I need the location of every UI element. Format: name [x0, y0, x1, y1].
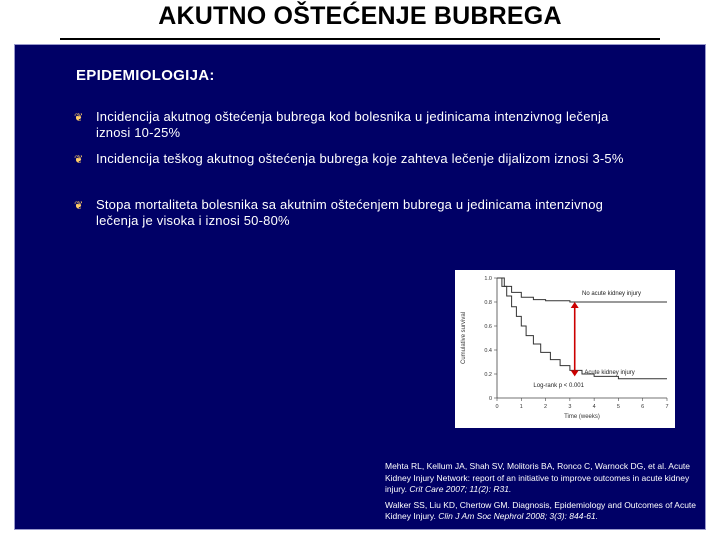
- scroll-bullet-icon: ❦: [74, 200, 84, 212]
- reference-1: [385, 461, 705, 496]
- annotation-logrank: Log-rank p < 0.001: [533, 383, 584, 390]
- reference-2: [385, 500, 705, 523]
- y-tick-label: 0.4: [484, 348, 492, 354]
- bullet-text: Stopa mortaliteta bolesnika sa akutnim oštećenjem bubrega u jedinicama intenzivnog lečenja je visoka i iznosi 50-80%: [96, 197, 604, 228]
- y-axis-label: Cumulative survival: [461, 311, 467, 365]
- title-underline: [60, 38, 660, 40]
- x-tick-label: 6: [641, 404, 645, 410]
- survival-chart-svg: [455, 270, 675, 428]
- annotation-no-aki: No acute kidney injury: [582, 290, 642, 297]
- x-axis-label: Time (weeks): [564, 414, 600, 420]
- bullet-text: Incidencija akutnog oštećenja bubrega kod bolesnika u jedinicama intenzivnog lečenja iznosi 10-25%: [96, 109, 609, 140]
- arrow-up-icon: [571, 302, 579, 308]
- reference-2-journal: Clin J Am Soc Nephrol 2008; 3(3): 844-61.: [438, 511, 599, 521]
- bullet-text: Incidencija teškog akutnog oštećenja bubrega koje zahteva lečenje dijalizom iznosi 3-5%: [96, 151, 624, 166]
- x-tick-label: 2: [544, 404, 548, 410]
- annotation-aki: Acute kidney injury: [584, 370, 635, 376]
- y-tick-label: 1.0: [484, 276, 492, 282]
- y-tick-label: 0.8: [484, 300, 492, 306]
- scroll-bullet-icon: ❦: [74, 112, 84, 124]
- x-tick-label: 3: [568, 404, 572, 410]
- content-panel: [14, 44, 706, 530]
- scroll-bullet-icon: ❦: [74, 154, 84, 166]
- bullet-item: [74, 151, 634, 167]
- reference-1-main: Mehta RL, Kellum JA, Shah SV, Molitoris BA, Ronco C, Warnock DG, et al. Acute Kidney Injury Network: report of an initiative to improve outcomes in acute kidney injury.: [385, 461, 691, 494]
- slide-title: AKUTNO OŠTEĆENJE BUBREGA: [158, 2, 562, 30]
- reference-1-journal: Crit Care 2007; 11(2): R31.: [409, 484, 512, 494]
- x-tick-label: 0: [495, 404, 499, 410]
- bullet-item: [74, 197, 634, 229]
- reference-2-main: Walker SS, Liu KD, Chertow GM. Diagnosis, Epidemiology and Outcomes of Acute Kidney Injury.: [385, 499, 697, 521]
- x-tick-label: 7: [665, 404, 669, 410]
- section-heading: EPIDEMIOLOGIJA:: [76, 67, 215, 84]
- x-tick-label: 5: [616, 404, 620, 410]
- y-tick-label: 0.2: [484, 372, 492, 378]
- survival-chart: [455, 270, 675, 428]
- x-tick-label: 1: [519, 404, 523, 410]
- y-tick-label: 0.6: [484, 324, 492, 330]
- arrow-down-icon: [571, 370, 579, 376]
- x-tick-label: 4: [592, 404, 596, 410]
- y-tick-label: 0: [488, 396, 492, 402]
- bullet-item: [74, 109, 634, 141]
- references: [385, 461, 705, 527]
